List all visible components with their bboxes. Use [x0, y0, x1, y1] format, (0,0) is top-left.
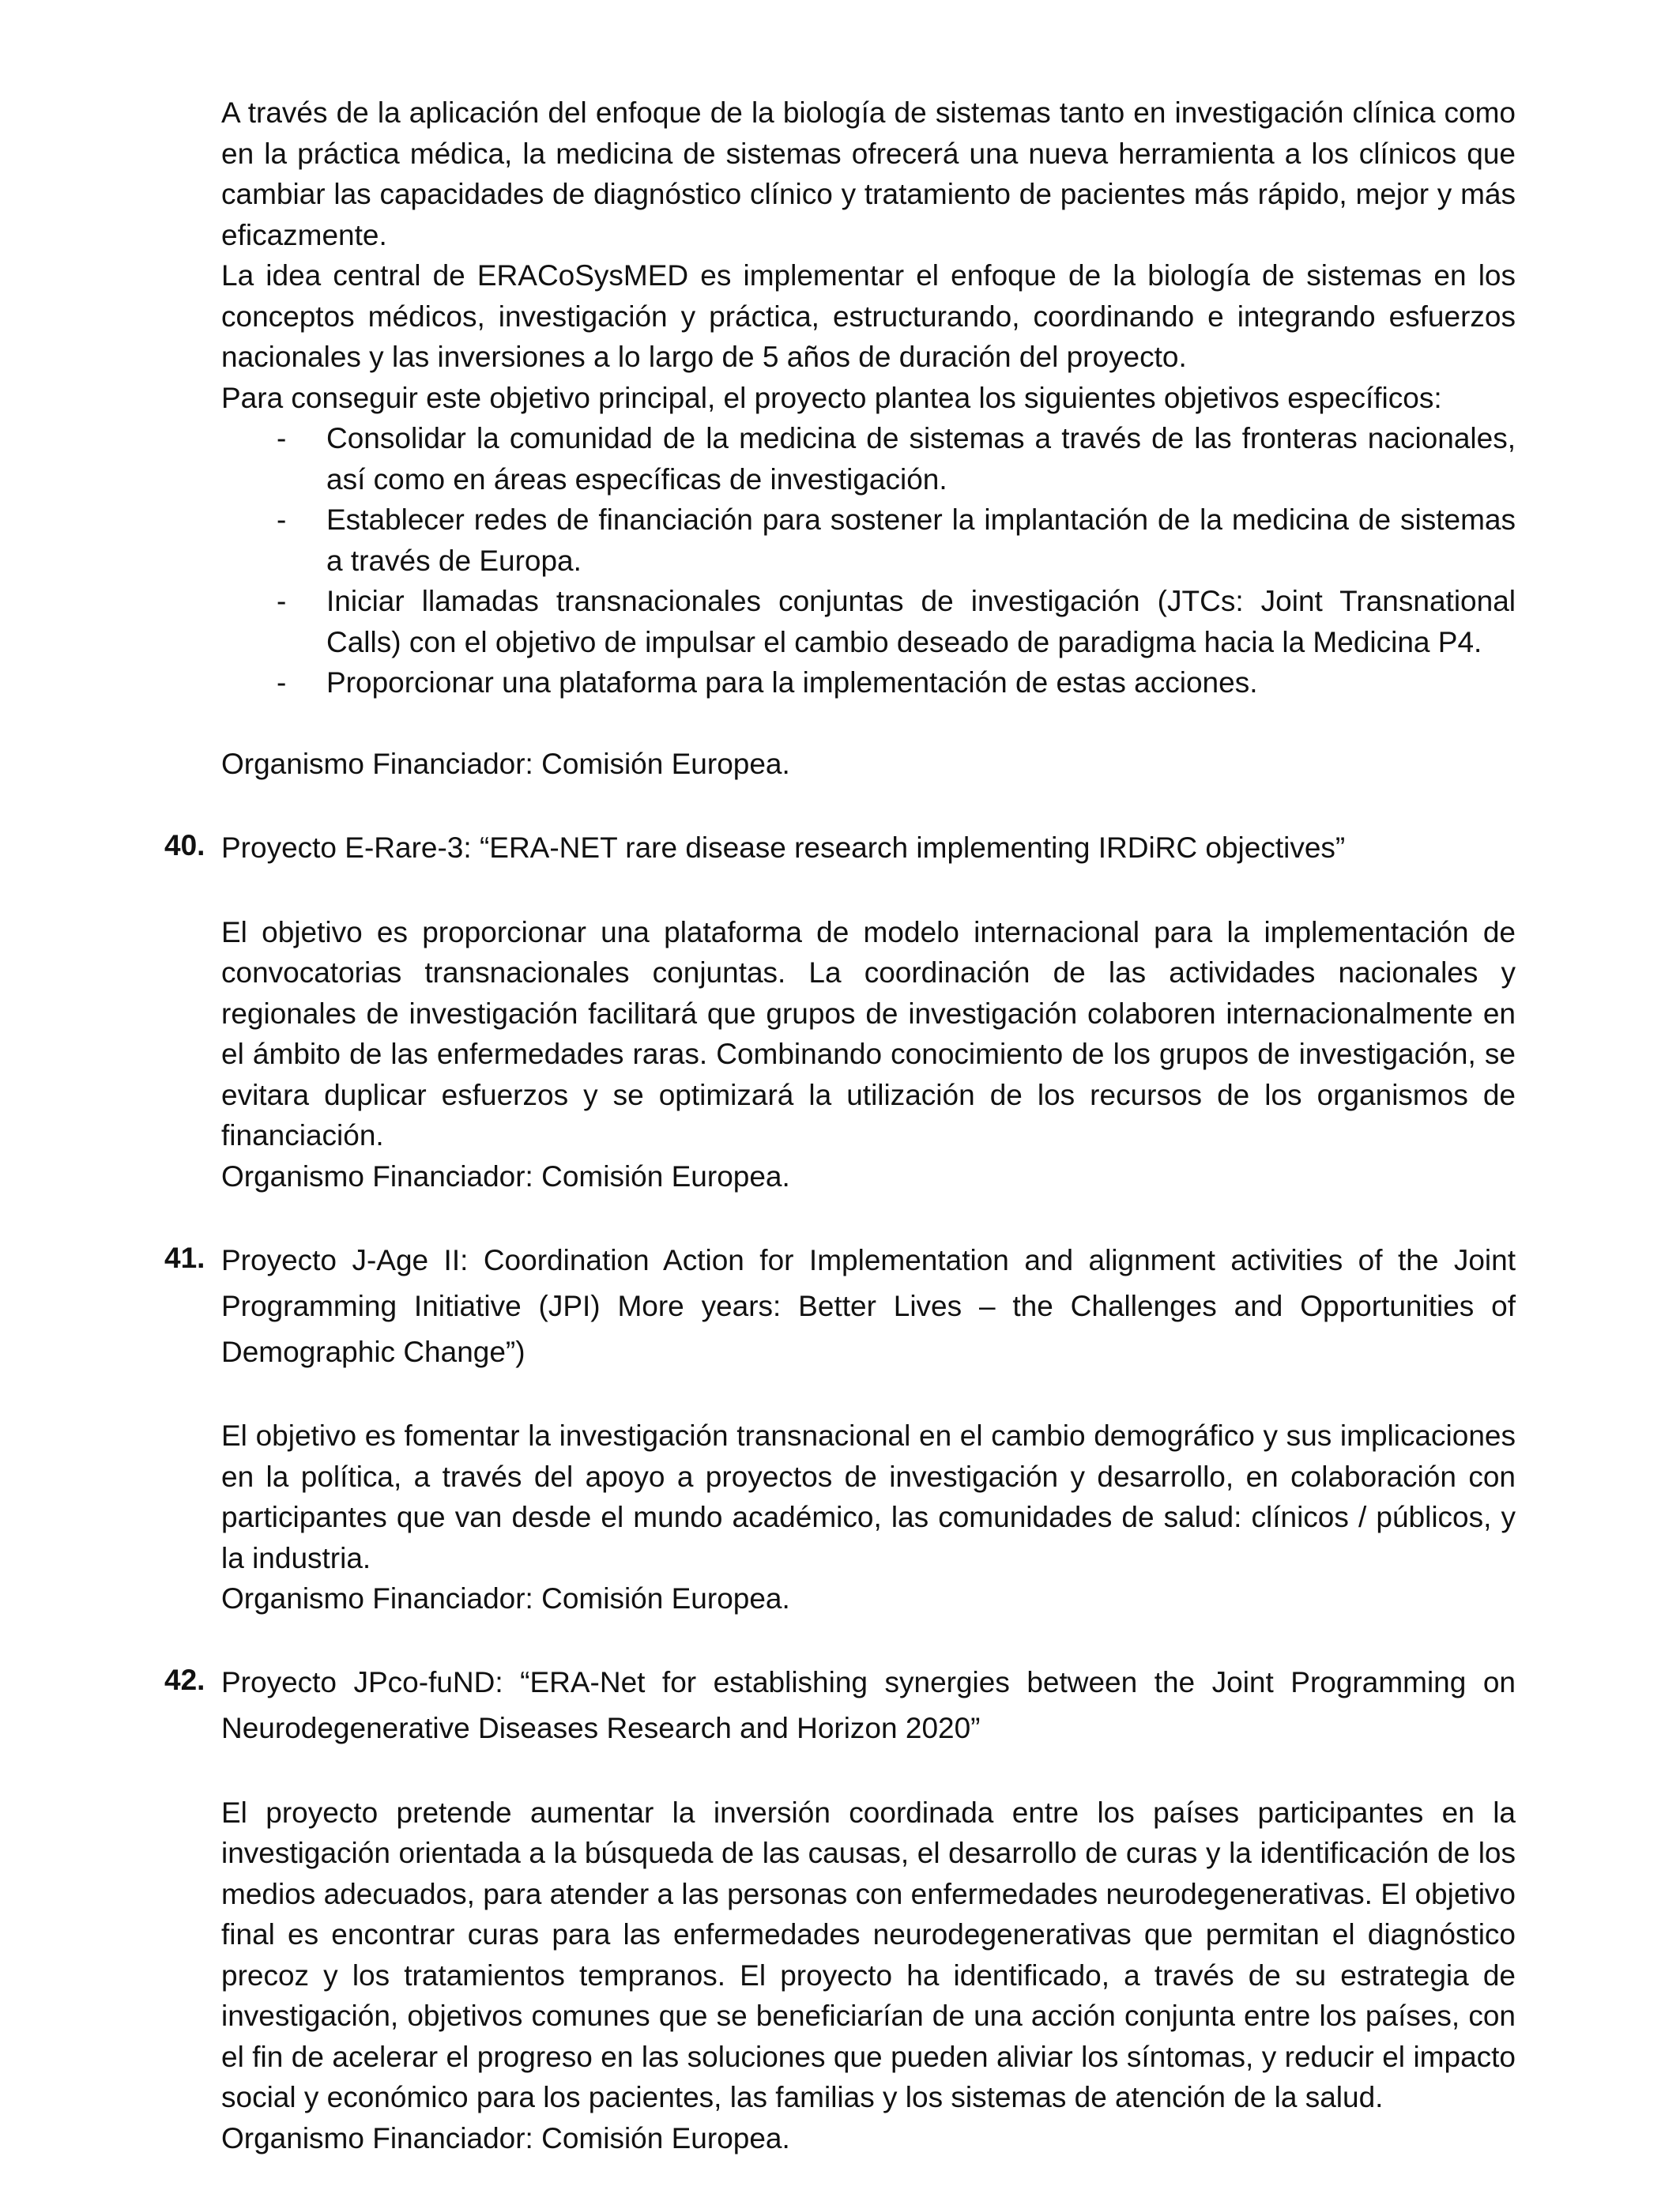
- list-item-text: Consolidar la comunidad de la medicina de sistemas a través de las fronteras nacionales, así como en áreas específicas de investigación.: [326, 422, 1516, 496]
- section-title: Proyecto J-Age II: Coordination Action for Implementation and alignment activities of the Joint Programming Initiative (JPI) More years: Better Lives – the Challenges and Opportunities of Demographic Change”): [221, 1243, 1516, 1368]
- list-item: [221, 662, 1516, 703]
- section-funder: Organismo Financiador: Comisión Europea.: [221, 1159, 790, 1193]
- list-item: [221, 581, 1516, 662]
- section-heading-41: [164, 1238, 1516, 1375]
- section-funder: Organismo Financiador: Comisión Europea.: [221, 1582, 790, 1615]
- spacer: [221, 1375, 1516, 1416]
- objectives-list: [221, 418, 1516, 703]
- bullet-dash: -: [277, 422, 287, 454]
- list-item: [221, 499, 1516, 581]
- intro-funder: Organismo Financiador: Comisión Europea.: [221, 748, 790, 780]
- spacer: [221, 1619, 1516, 1661]
- bullet-dash: -: [277, 503, 287, 536]
- list-item: [221, 418, 1516, 499]
- intro-paragraph-objectives: Para conseguir este objetivo principal, el proyecto plantea los siguientes objetivos específicos:: [221, 381, 1442, 414]
- spacer: [221, 785, 1516, 826]
- section-body: El objetivo es proporcionar una plataforma de modelo internacional para la implementación de convocatorias transnacionales conjuntas. La coordinación de las actividades nacionales y regionales de investigación facilitará que grupos de investigación colaboren internacionalmente en el ámbito de las enfermedades raras. Combinando conocimiento de los grupos de investigación, se evitara duplicar esfuerzos y se optimizará la utilización de los recursos de los organismos de financiación.: [221, 915, 1516, 1152]
- spacer: [221, 871, 1516, 912]
- section-body: El objetivo es fomentar la investigación transnacional en el cambio demográfico y sus implicaciones en la política, a través del apoyo a proyectos de investigación y desarrollo, en colaboración con participantes que van desde el mundo académico, las comunidades de salud: clínicos / públicos, y la industria.: [221, 1419, 1516, 1574]
- section-title: Proyecto E-Rare-3: “ERA-NET rare disease research implementing IRDiRC objectives”: [221, 831, 1346, 864]
- page-content: [164, 92, 1516, 2158]
- section-number: 41.: [164, 1241, 205, 1274]
- section-body: El proyecto pretende aumentar la inversión coordinada entre los países participantes en la investigación orientada a la búsqueda de las causas, el desarrollo de curas y la identificación de los medios adecuados, para atender a las personas con enfermedades neurodegenerativas. El objetivo final es encontrar curas para las enfermedades neurodegenerativas que permitan el diagnóstico precoz y los tratamientos tempranos. El proyecto ha identificado, a través de su estrategia de investigación, objetivos comunes que se beneficiarían de una acción conjunta entre los países, con el fin de acelerar el progreso en las soluciones que pueden aliviar los síntomas, y reducir el impacto social y económico para los pacientes, las familias y los sistemas de atención de la salud.: [221, 1796, 1516, 2113]
- intro-paragraph-eracosysmed: La idea central de ERACoSysMED es implementar el enfoque de la biología de sistemas en los conceptos médicos, investigación y práctica, estructurando, coordinando e integrando esfuerzos nacionales y las inversiones a lo largo de 5 años de duración del proyecto.: [221, 259, 1516, 373]
- section-heading-42: [164, 1660, 1516, 1751]
- spacer: [221, 1197, 1516, 1238]
- section-number: 40.: [164, 829, 205, 861]
- bullet-dash: -: [277, 585, 287, 617]
- section-funder: Organismo Financiador: Comisión Europea.: [221, 2121, 790, 2154]
- bullet-dash: -: [277, 666, 287, 699]
- spacer: [221, 1751, 1516, 1793]
- section-number: 42.: [164, 1664, 205, 1696]
- list-item-text: Establecer redes de financiación para sostener la implantación de la medicina de sistemas a través de Europa.: [326, 503, 1516, 577]
- spacer: [221, 703, 1516, 745]
- section-heading-40: [164, 825, 1516, 871]
- section-title: Proyecto JPco-fuND: “ERA-Net for establishing synergies between the Joint Programming on Neurodegenerative Diseases Research and Horizon 2020”: [221, 1666, 1516, 1744]
- list-item-text: Iniciar llamadas transnacionales conjuntas de investigación (JTCs: Joint Transnational Calls) con el objetivo de impulsar el cambio deseado de paradigma hacia la Medicina P4.: [326, 585, 1516, 658]
- list-item-text: Proporcionar una plataforma para la implementación de estas acciones.: [326, 666, 1258, 699]
- intro-paragraph-systems-medicine: A través de la aplicación del enfoque de la biología de sistemas tanto en investigación clínica como en la práctica médica, la medicina de sistemas ofrecerá una nueva herramienta a los clínicos que cambiar las capacidades de diagnóstico clínico y tratamiento de pacientes más rápido, mejor y más eficazmente.: [221, 96, 1516, 251]
